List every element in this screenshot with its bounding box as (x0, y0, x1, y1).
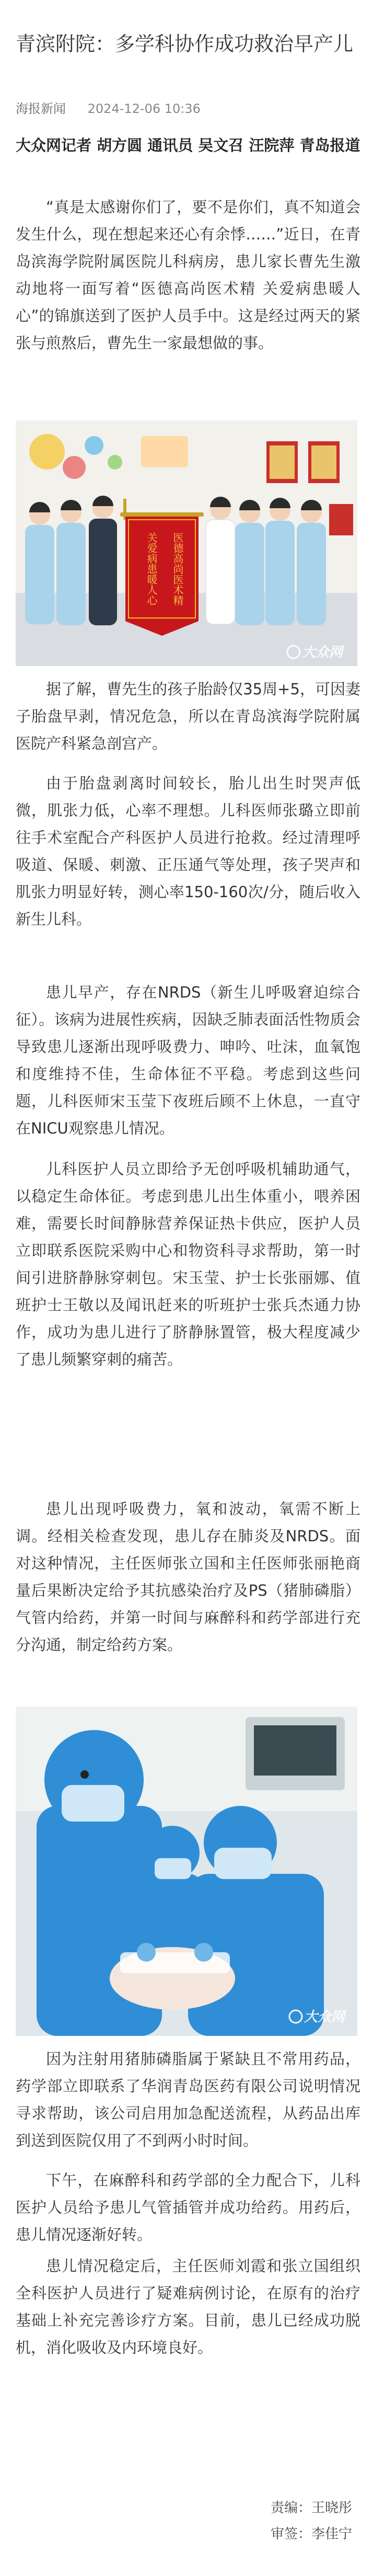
article-datetime: 2024-12-06 10:36 (87, 101, 201, 116)
reviewer-line (195, 2521, 352, 2547)
article-paragraph: 由于胎盘剥离时间较长，胎儿出生时哭声低微，肌张力低，心率不理想。儿科医师张璐立即前往手术室配合产科医护人员进行抢救。经过清理呼吸道、保暖、刺激、正压通气等处理，孩子哭声和肌张力明显好转，测心率150-160次/分，随后收入新生儿科。 (16, 774, 360, 928)
article-paragraph: 患儿早产，存在NRDS（新生儿呼吸窘迫综合征）。该病为进展性疾病，因缺乏肺表面活性物质会导致患儿逐渐出现呼吸费力、呻吟、吐沫，血氧饱和度维持不佳，生命体征不平稳。考虑到这些问题，儿科医师宋玉莹下夜班后顾不上休息，一直守在NICU观察患儿情况。 (16, 983, 360, 1137)
article-paragraph: 患儿情况稳定后，主任医师刘霞和张立国组织全科医护人员进行了疑难病例讨论，在原有的治疗基础上补充完善诊疗方案。目前，患儿已经成功脱机，消化吸收及内环境良好。 (16, 2257, 360, 2356)
article-paragraph: 下午，在麻醉科和药学部的全力配合下，儿科医护人员给予患儿气管插管并成功给药。用药后，患儿情况逐渐好转。 (16, 2171, 360, 2243)
editor-name: 王晓彤 (311, 2500, 352, 2516)
article-byline: 大众网记者 胡方圆 通讯员 吴文召 汪院萍 青岛报道 (16, 136, 360, 154)
article-paragraph: 据了解，曹先生的孩子胎龄仅35周+5，可因妻子胎盘早剥，情况危急，所以在青岛滨海学院附属医院产科紧急剖宫产。 (16, 680, 360, 752)
article-paragraph: “真是太感谢你们了，要不是你们，真不知道会发生什么，现在想起来还心有余悸……”近日，在青岛滨海学院附属医院儿科病房，患儿家长曹先生激动地将一面写着“医德高尚医术精 关爱病患暖人心”的锦旗送到了医护人员手中。这是经过两天的紧张与煎熬后，曹先生一家最想做的事。 (16, 198, 360, 352)
article-paragraph: 因为注射用猪肺磷脂属于紧缺且不常用药品，药学部立即联系了华润青岛医药有限公司说明情况寻求帮助，该公司启用加急配送流程，从药品出库到送到医院仅用了不到两小时时间。 (16, 2050, 360, 2149)
photo-staff-with-banner (16, 420, 357, 666)
banner-line-1: 医德高尚医术精 (171, 532, 184, 605)
watermark-text: 大众网 (302, 645, 343, 660)
reviewer-label: 审签： (270, 2526, 311, 2542)
article-paragraph: 患儿出现呼吸费力，氧和波动，氧需不断上调。经相关检查发现，患儿存在肺炎及NRDS。面对这种情况，主任医师张立国和主任医师张丽艳商量后果断决定给予其抗感染治疗及PS（猪肺磷脂）气管内给药，并第一时间与麻醉科和药学部进行充分沟通，制定给药方案。 (16, 1500, 360, 1654)
article-paragraph: 儿科医护人员立即给予无创呼吸机辅助通气，以稳定生命体征。考虑到患儿出生体重小，喂养困难，需要长时间静脉营养保证热卡供应，医护人员立即联系医院采购中心和物资科寻求帮助，第一时间引进脐静脉穿刺包。宋玉莹、护士长张丽娜、值班护士王敬以及闻讯赶来的听班护士张兵杰通力协作，成功为患儿进行了脐静脉置管，极大程度减少了患儿频繁穿刺的痛苦。 (16, 1160, 360, 1368)
photo-procedure (16, 1707, 357, 2036)
article-source[interactable]: 海报新闻 (16, 101, 66, 116)
editor-label: 责编： (270, 2500, 311, 2516)
banner-line-2: 关爱病患暖人心 (145, 532, 158, 605)
article-meta (16, 98, 201, 119)
article-title: 青滨附院：多学科协作成功救治早产儿 (16, 32, 354, 55)
watermark-text: 大众网 (304, 2009, 345, 2025)
reviewer-name: 李佳宁 (311, 2526, 352, 2542)
editor-line (195, 2495, 352, 2521)
